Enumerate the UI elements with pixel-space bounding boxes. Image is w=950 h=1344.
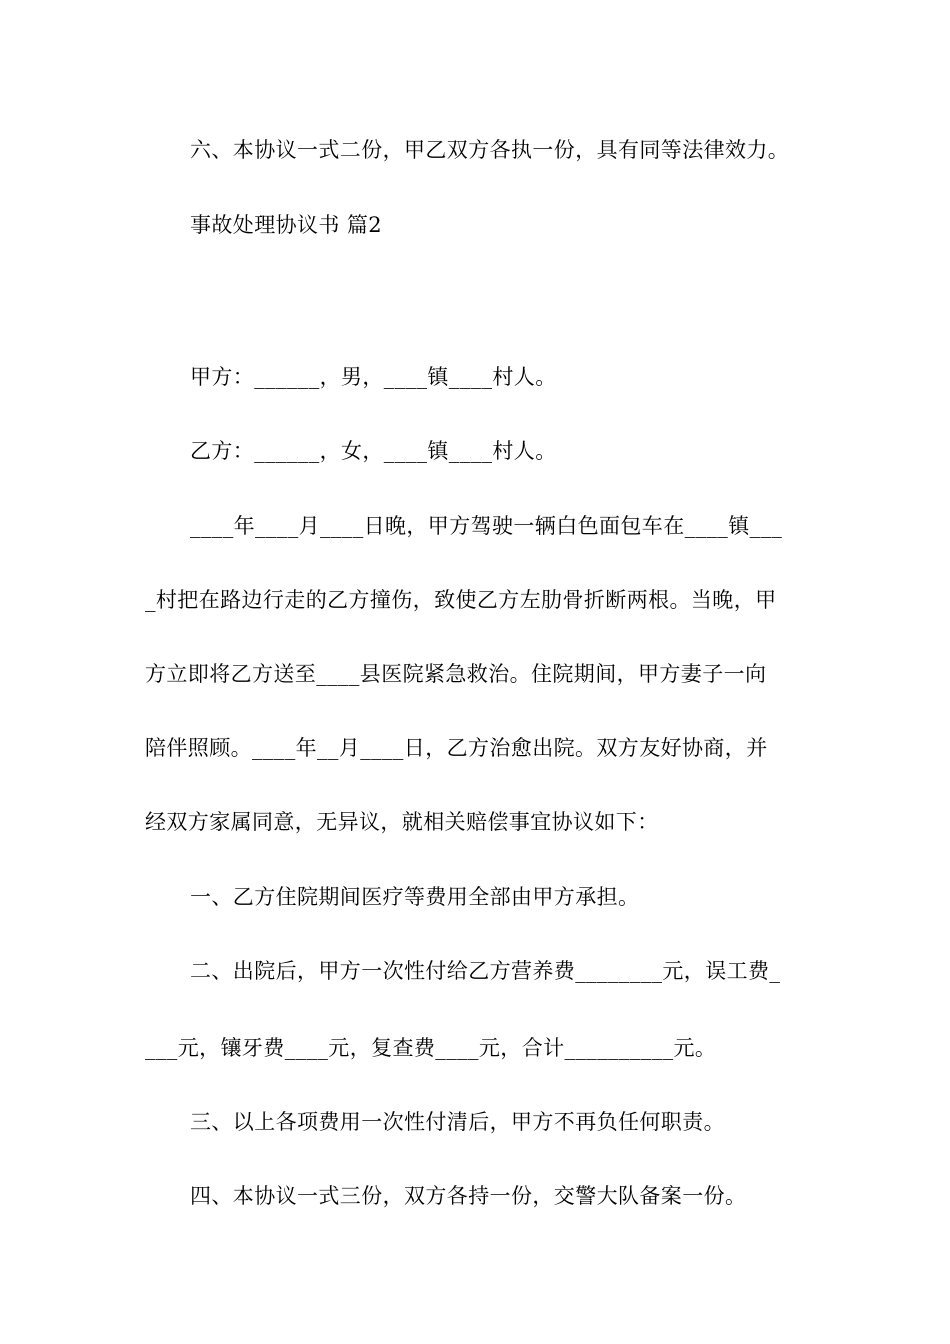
clause-six-previous: 六、本协议一式二份，甲乙双方各执一份，具有同等法律效力。	[190, 138, 790, 162]
section-heading: 事故处理协议书 篇2	[190, 213, 383, 237]
incident-paragraph-line-4: 陪伴照顾。____年__月____日，乙方治愈出院。双方友好协商，并	[145, 736, 768, 760]
clause-three: 三、以上各项费用一次性付清后，甲方不再负任何职责。	[190, 1110, 725, 1134]
party-b-line: 乙方：______，女，____镇____村人。	[190, 439, 557, 463]
party-a-line: 甲方：______，男，____镇____村人。	[190, 365, 557, 389]
clause-two-line-2: ___元，镶牙费____元，复查费____元，合计__________元。	[145, 1036, 717, 1060]
clause-two-line-1: 二、出院后，甲方一次性付给乙方营养费________元，误工费_	[190, 959, 781, 983]
incident-paragraph-line-5: 经双方家属同意，无异议，就相关赔偿事宜协议如下：	[145, 810, 659, 834]
incident-paragraph-line-3: 方立即将乙方送至____县医院紧急救治。住院期间，甲方妻子一向	[145, 662, 767, 686]
clause-four: 四、本协议一式三份，双方各持一份，交警大队备案一份。	[190, 1184, 747, 1208]
incident-paragraph-line-1: ____年____月____日晚，甲方驾驶一辆白色面包车在____镇___	[190, 514, 783, 538]
clause-one: 一、乙方住院期间医疗等费用全部由甲方承担。	[190, 885, 640, 909]
incident-paragraph-line-2: _村把在路边行走的乙方撞伤，致使乙方左肋骨折断两根。当晚，甲	[145, 588, 777, 612]
